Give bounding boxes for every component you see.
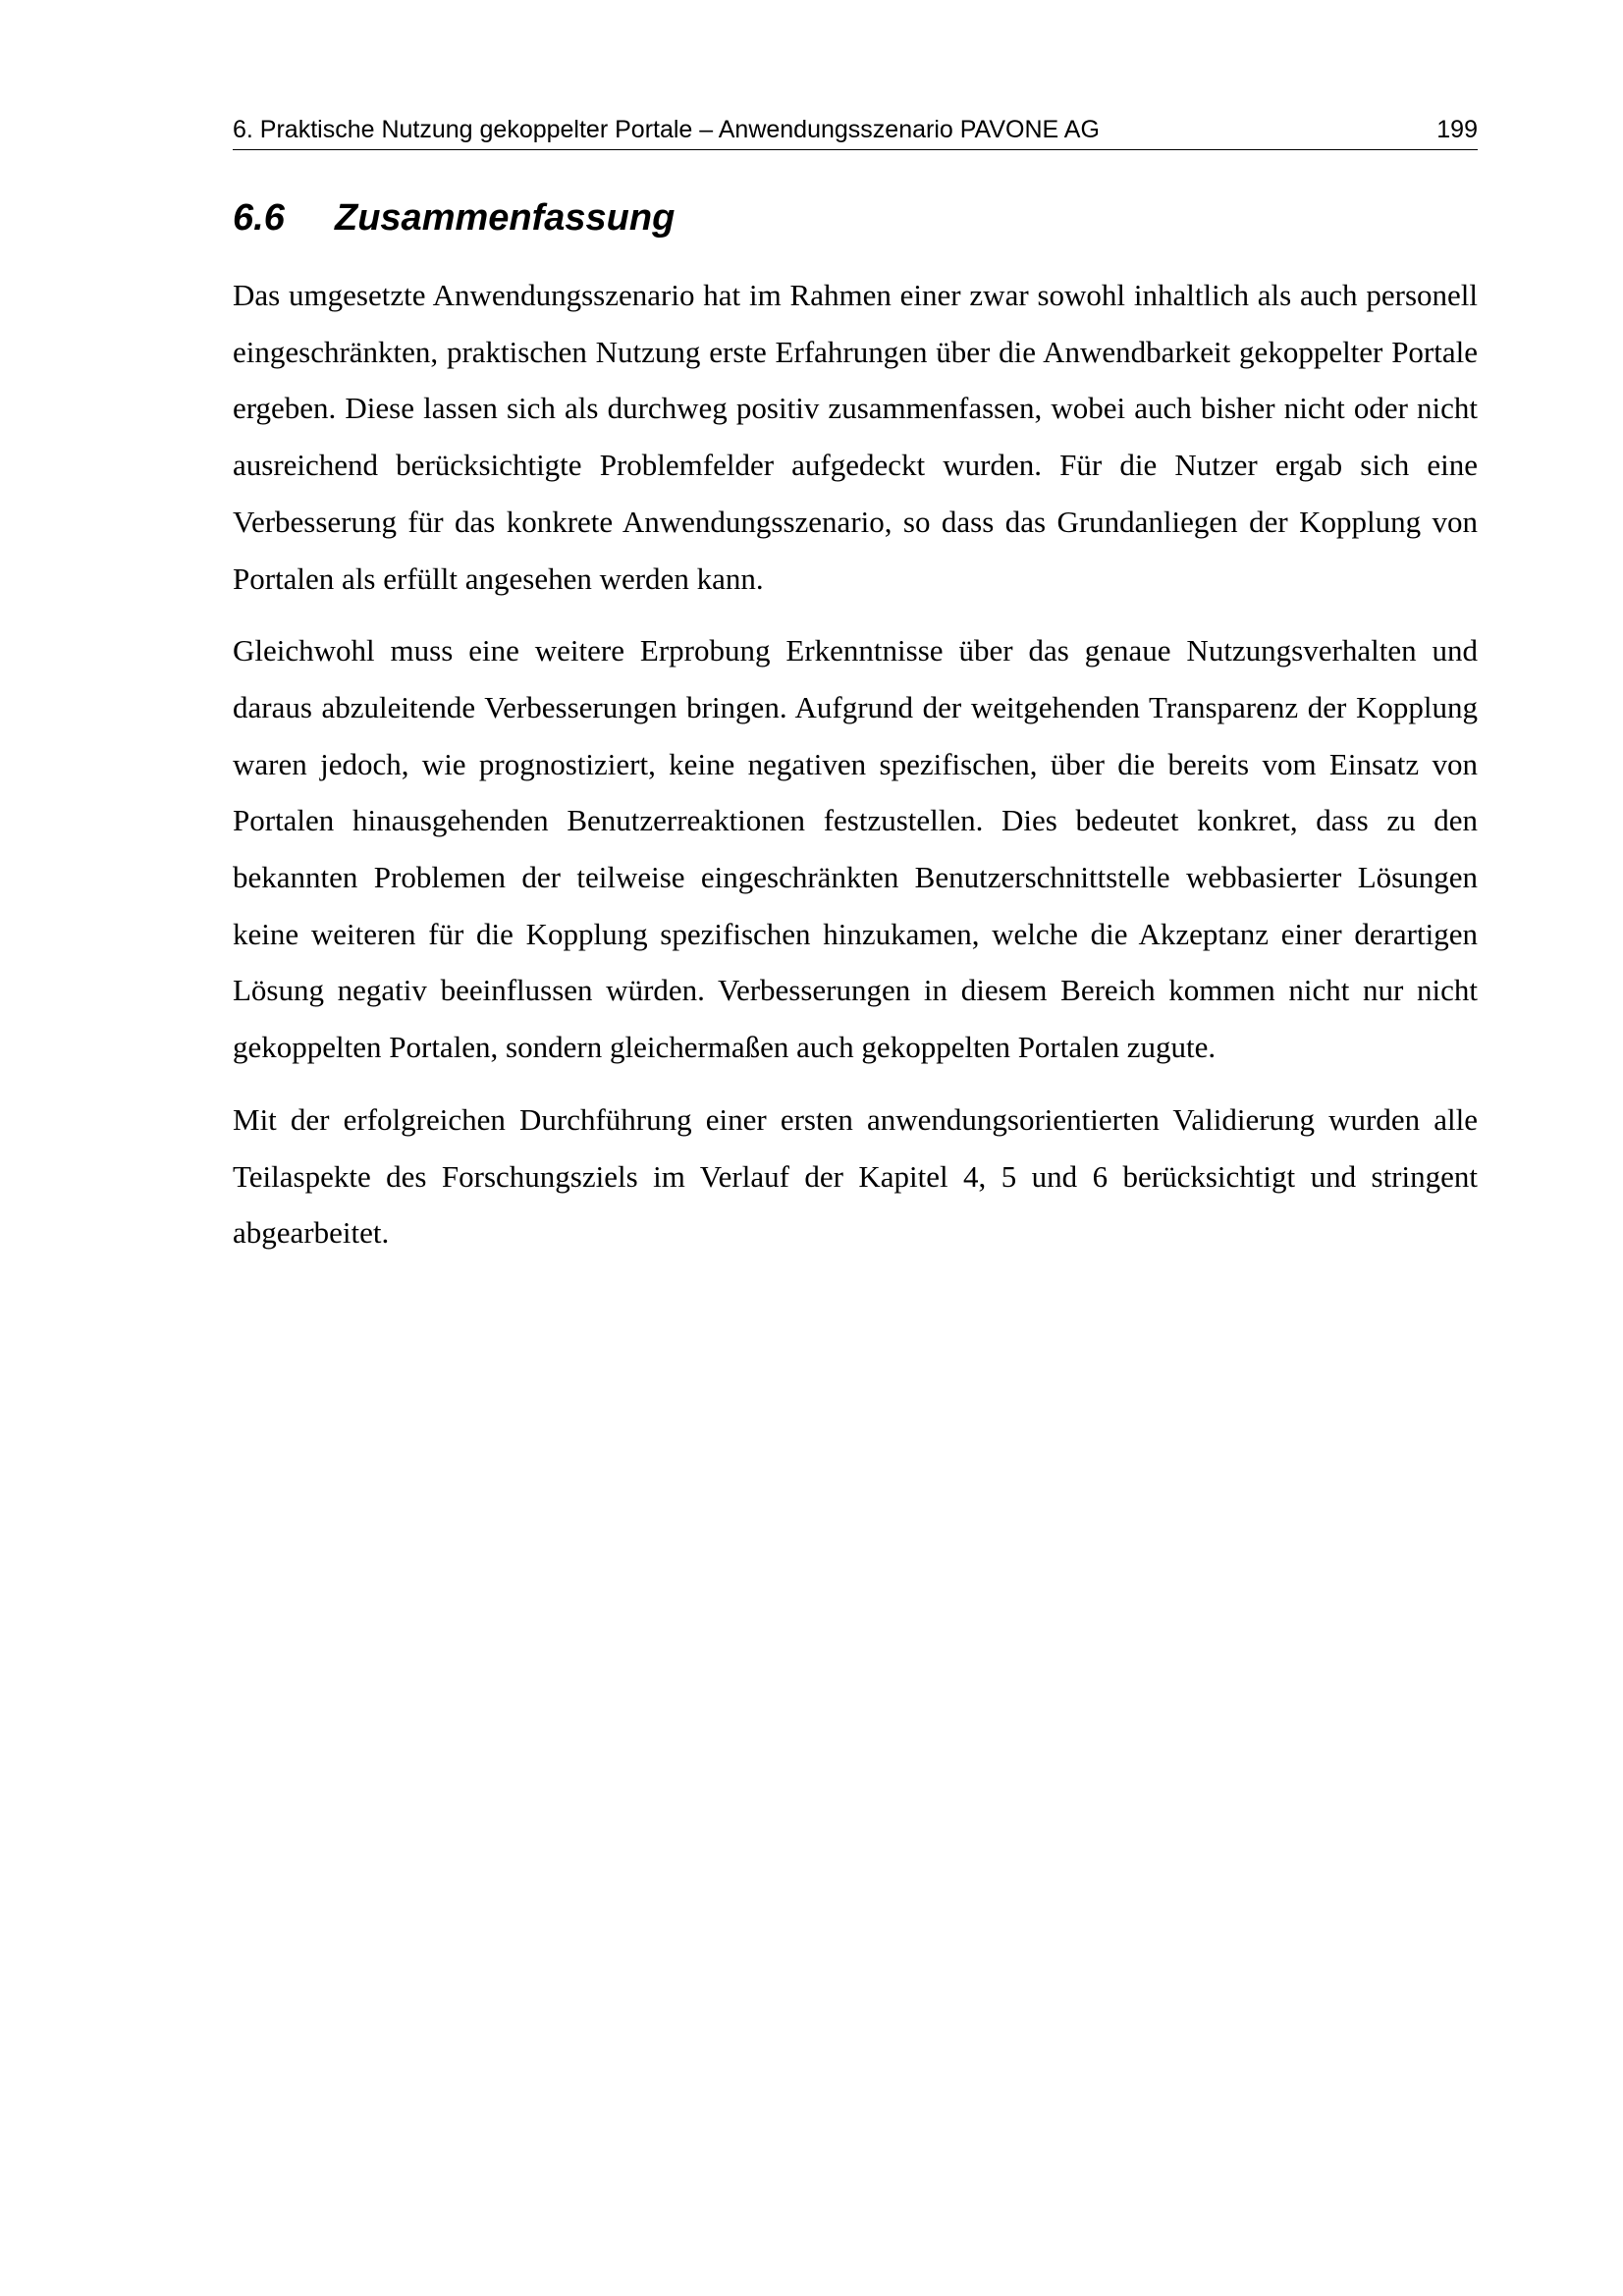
body-text [233,267,1478,1277]
page-number: 199 [1436,116,1478,143]
paragraph-1: Das umgesetzte Anwendungsszenario hat im Rahmen einer zwar sowohl inhaltlich als auch personell eingeschränkten, praktischen Nutzung erste Erfahrungen über die Anwendbarkeit gekoppelter Portale ergeben. Diese lassen sich als durchweg positiv zusammenfassen, wobei auch bisher nicht oder nicht ausreichend berücksichtigte Problemfelder aufgedeckt wurden. Für die Nutzer ergab sich eine Verbesserung für das konkrete Anwendungsszenario, so dass das Grundanliegen der Kopplung von Portalen als erfüllt angesehen werden kann. [233,278,1478,596]
section-title: Zusammenfassung [335,197,676,239]
paragraph-3: Mit der erfolgreichen Durchführung einer ersten anwendungsorientierten Validierung wurden alle Teilaspekte des Forschungsziels im Verlauf der Kapitel 4, 5 und 6 berücksichtigt und stringent abgearbeitet. [233,1101,1478,1251]
header-title: 6. Praktische Nutzung gekoppelter Portale – Anwendungsszenario PAVONE AG [233,116,1100,143]
running-header [233,110,1478,150]
paragraph-2: Gleichwohl muss eine weitere Erprobung Erkenntnisse über das genaue Nutzungsverhalten und daraus abzuleitende Verbesserungen bringen. Aufgrund der weitgehenden Transparenz der Kopplung waren jedoch, wie prognostiziert, keine negativen spezifischen, über die bereits vom Einsatz von Portalen hinausgehenden Benutzerreaktionen festzustellen. Dies bedeutet konkret, dass zu den bekannten Problemen der teilweise eingeschränkten Benutzerschnittstelle webbasierter Lösungen keine weiteren für die Kopplung spezifischen hinzukamen, welche die Akzeptanz einer derartigen Lösung negativ beeinflussen würden. Verbesserungen in diesem Bereich kommen nicht nur nicht gekoppelten Portalen, sondern gleichermaßen auch gekoppelten Portalen zugute. [233,633,1478,1065]
section-number: 6.6 [233,197,285,239]
